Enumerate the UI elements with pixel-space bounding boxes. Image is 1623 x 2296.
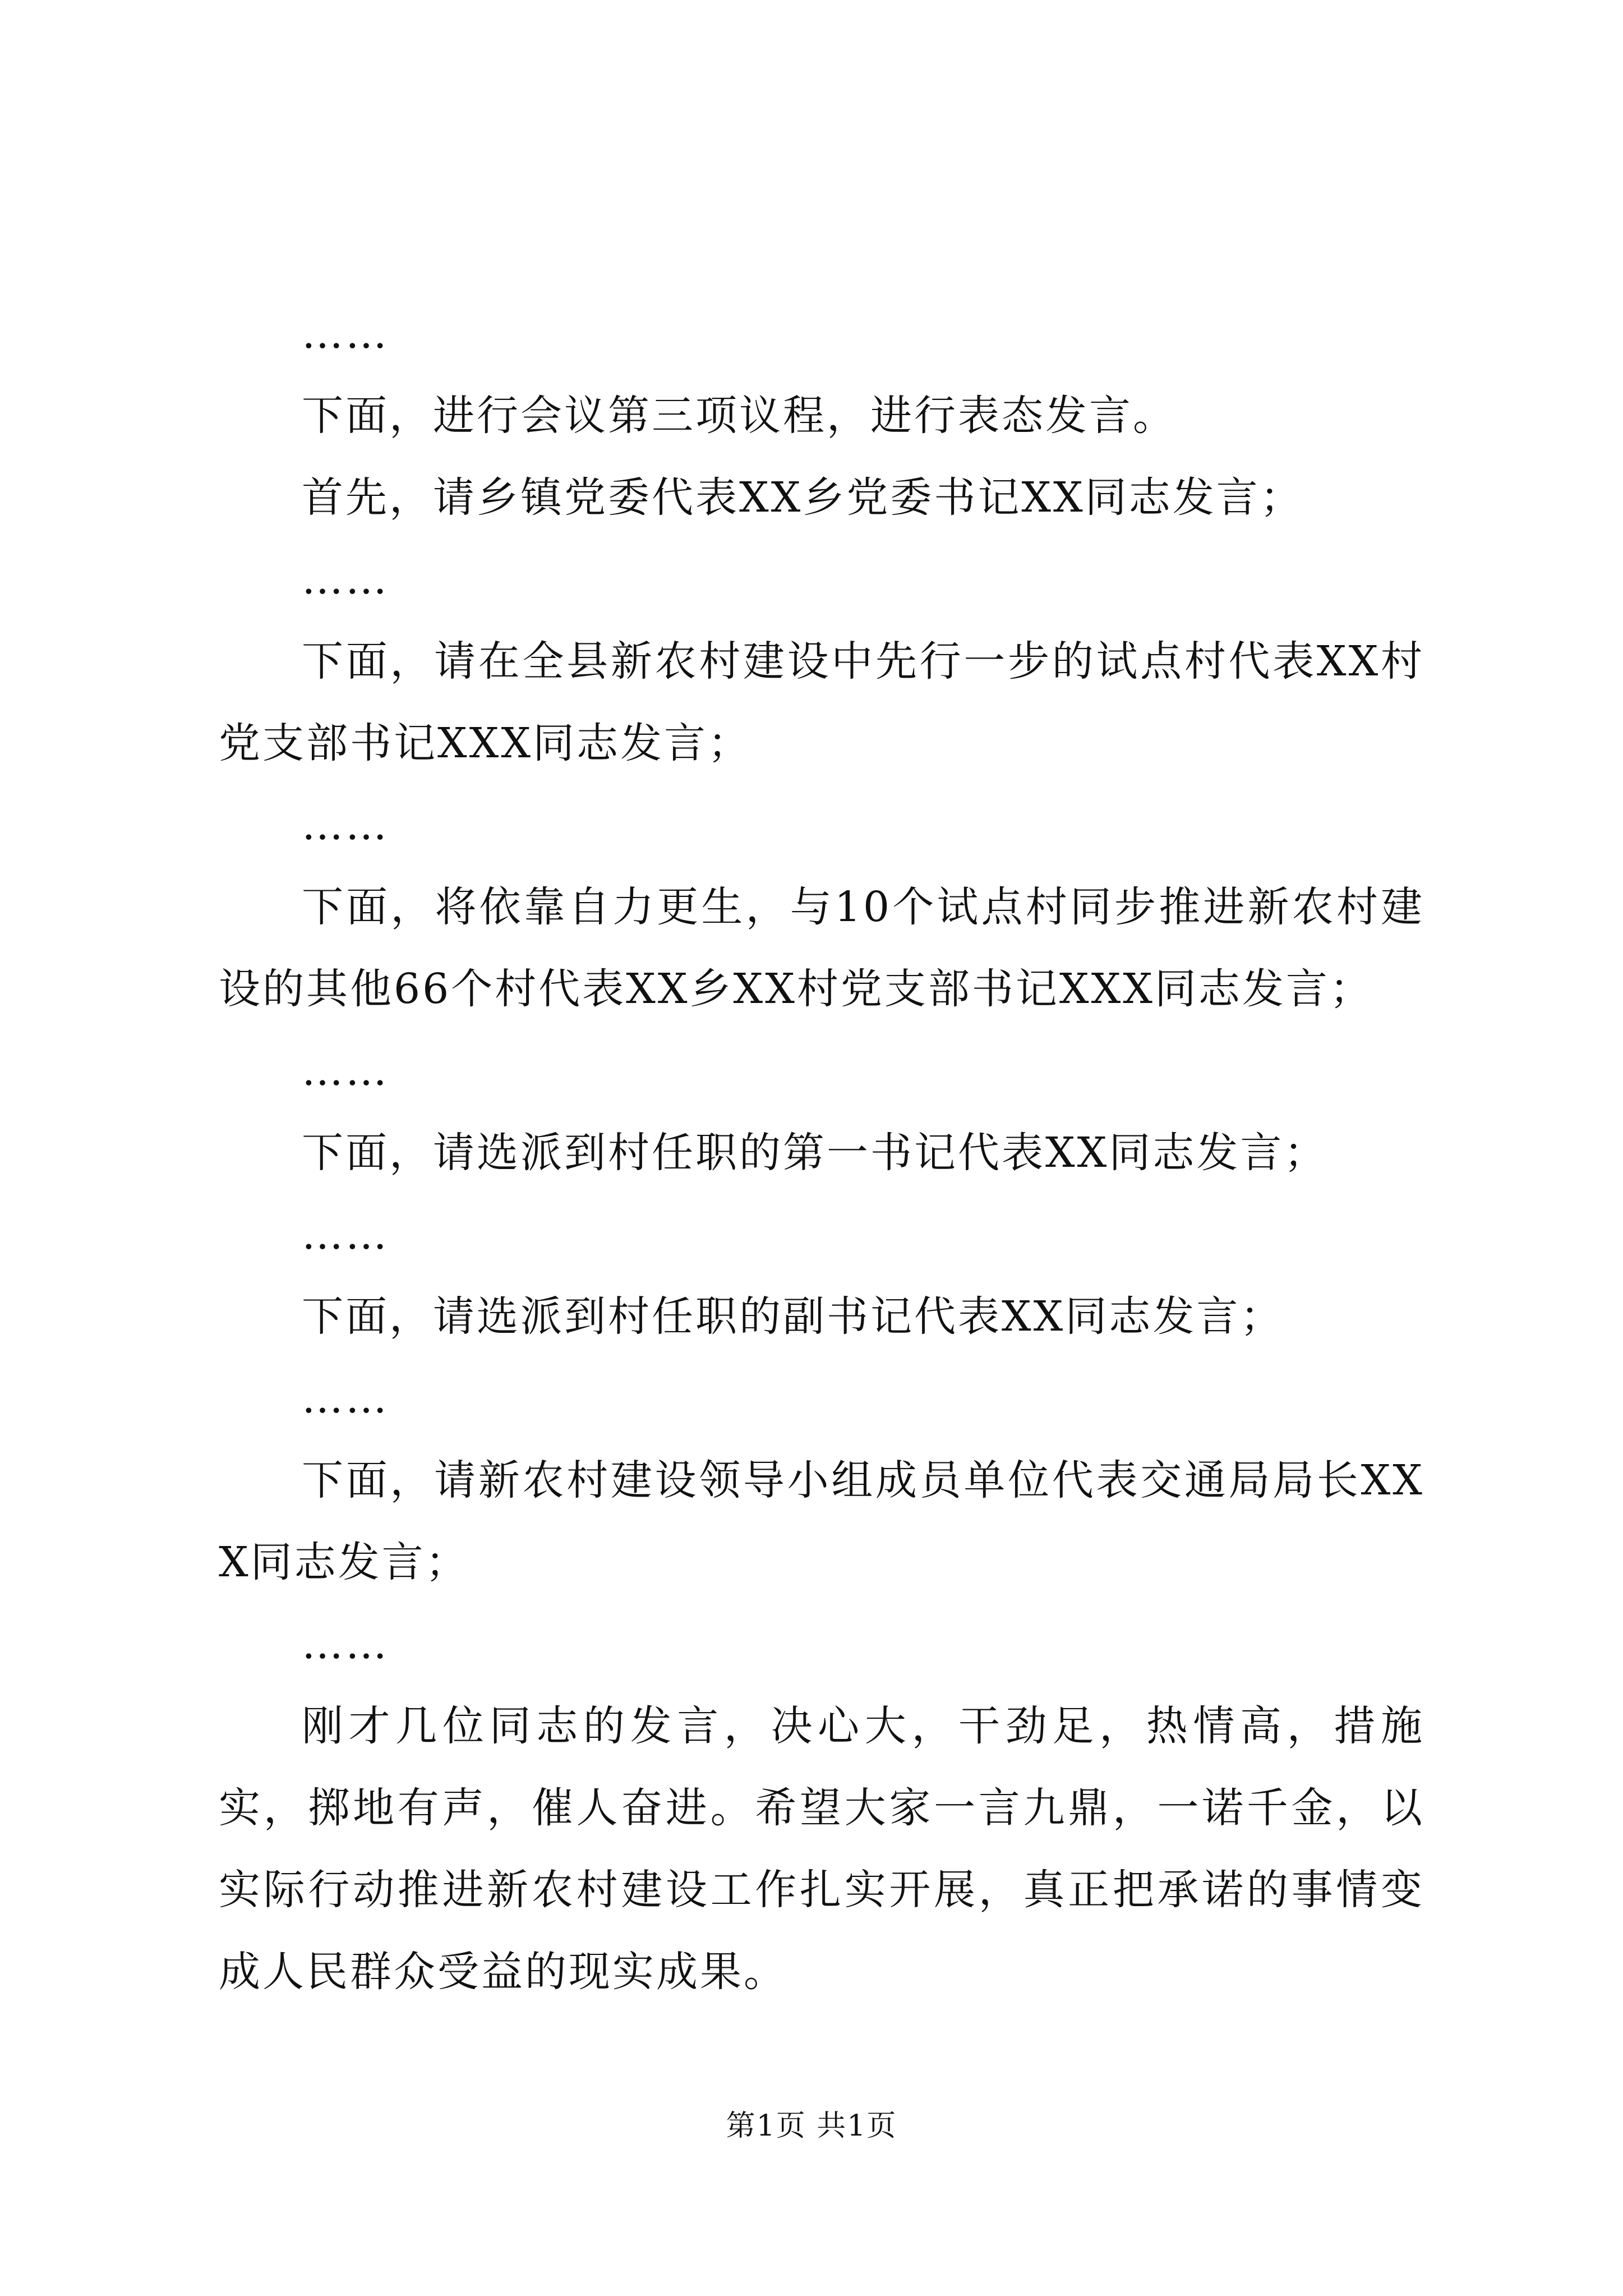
paragraph-agenda-item-three: 下面，进行会议第三项议程，进行表态发言。 — [302, 392, 1177, 440]
paragraph-ellipsis-2: …… — [302, 555, 389, 604]
paragraph-township-speaker: 首先，请乡镇党委代表XX乡党委书记XX同志发言； — [302, 473, 1304, 522]
paragraph-closing-remarks: 刚才几位同志的发言，决心大，干劲足，热情高，措施实，掷地有声，催人奋进。希望大家一言九鼎，一诺千金，以实际行动推进新农村建设工作扎实开展，真正把承诺的事情变成人民群众受益的现实成果。 — [219, 1702, 1424, 1996]
page-number-label: 第1页 共1页 — [726, 2109, 897, 2143]
paragraph-ellipsis-3: …… — [302, 801, 389, 849]
paragraph-ellipsis-4: …… — [302, 1047, 389, 1095]
paragraph-other-villages-speaker: 下面，将依靠自力更生，与10个试点村同步推进新农村建设的其他66个村代表XX乡XX村党支部书记XXX同志发言； — [219, 883, 1424, 1013]
page-footer — [0, 2106, 1623, 2146]
paragraph-ellipsis-1: …… — [302, 310, 389, 358]
paragraph-pilot-village-speaker: 下面，请在全县新农村建设中先行一步的试点村代表XX村党支部书记XXX同志发言； — [219, 637, 1424, 767]
document-body — [219, 293, 1424, 2013]
paragraph-deputy-secretary-speaker: 下面，请选派到村任职的副书记代表XX同志发言； — [302, 1292, 1284, 1341]
paragraph-first-secretary-speaker: 下面，请选派到村任职的第一书记代表XX同志发言； — [302, 1129, 1328, 1177]
paragraph-ellipsis-5: …… — [302, 1211, 389, 1259]
paragraph-transport-bureau-speaker: 下面，请新农村建设领导小组成员单位代表交通局局长XXX同志发言； — [219, 1456, 1424, 1586]
paragraph-ellipsis-7: …… — [302, 1620, 389, 1668]
paragraph-ellipsis-6: …… — [302, 1374, 389, 1423]
